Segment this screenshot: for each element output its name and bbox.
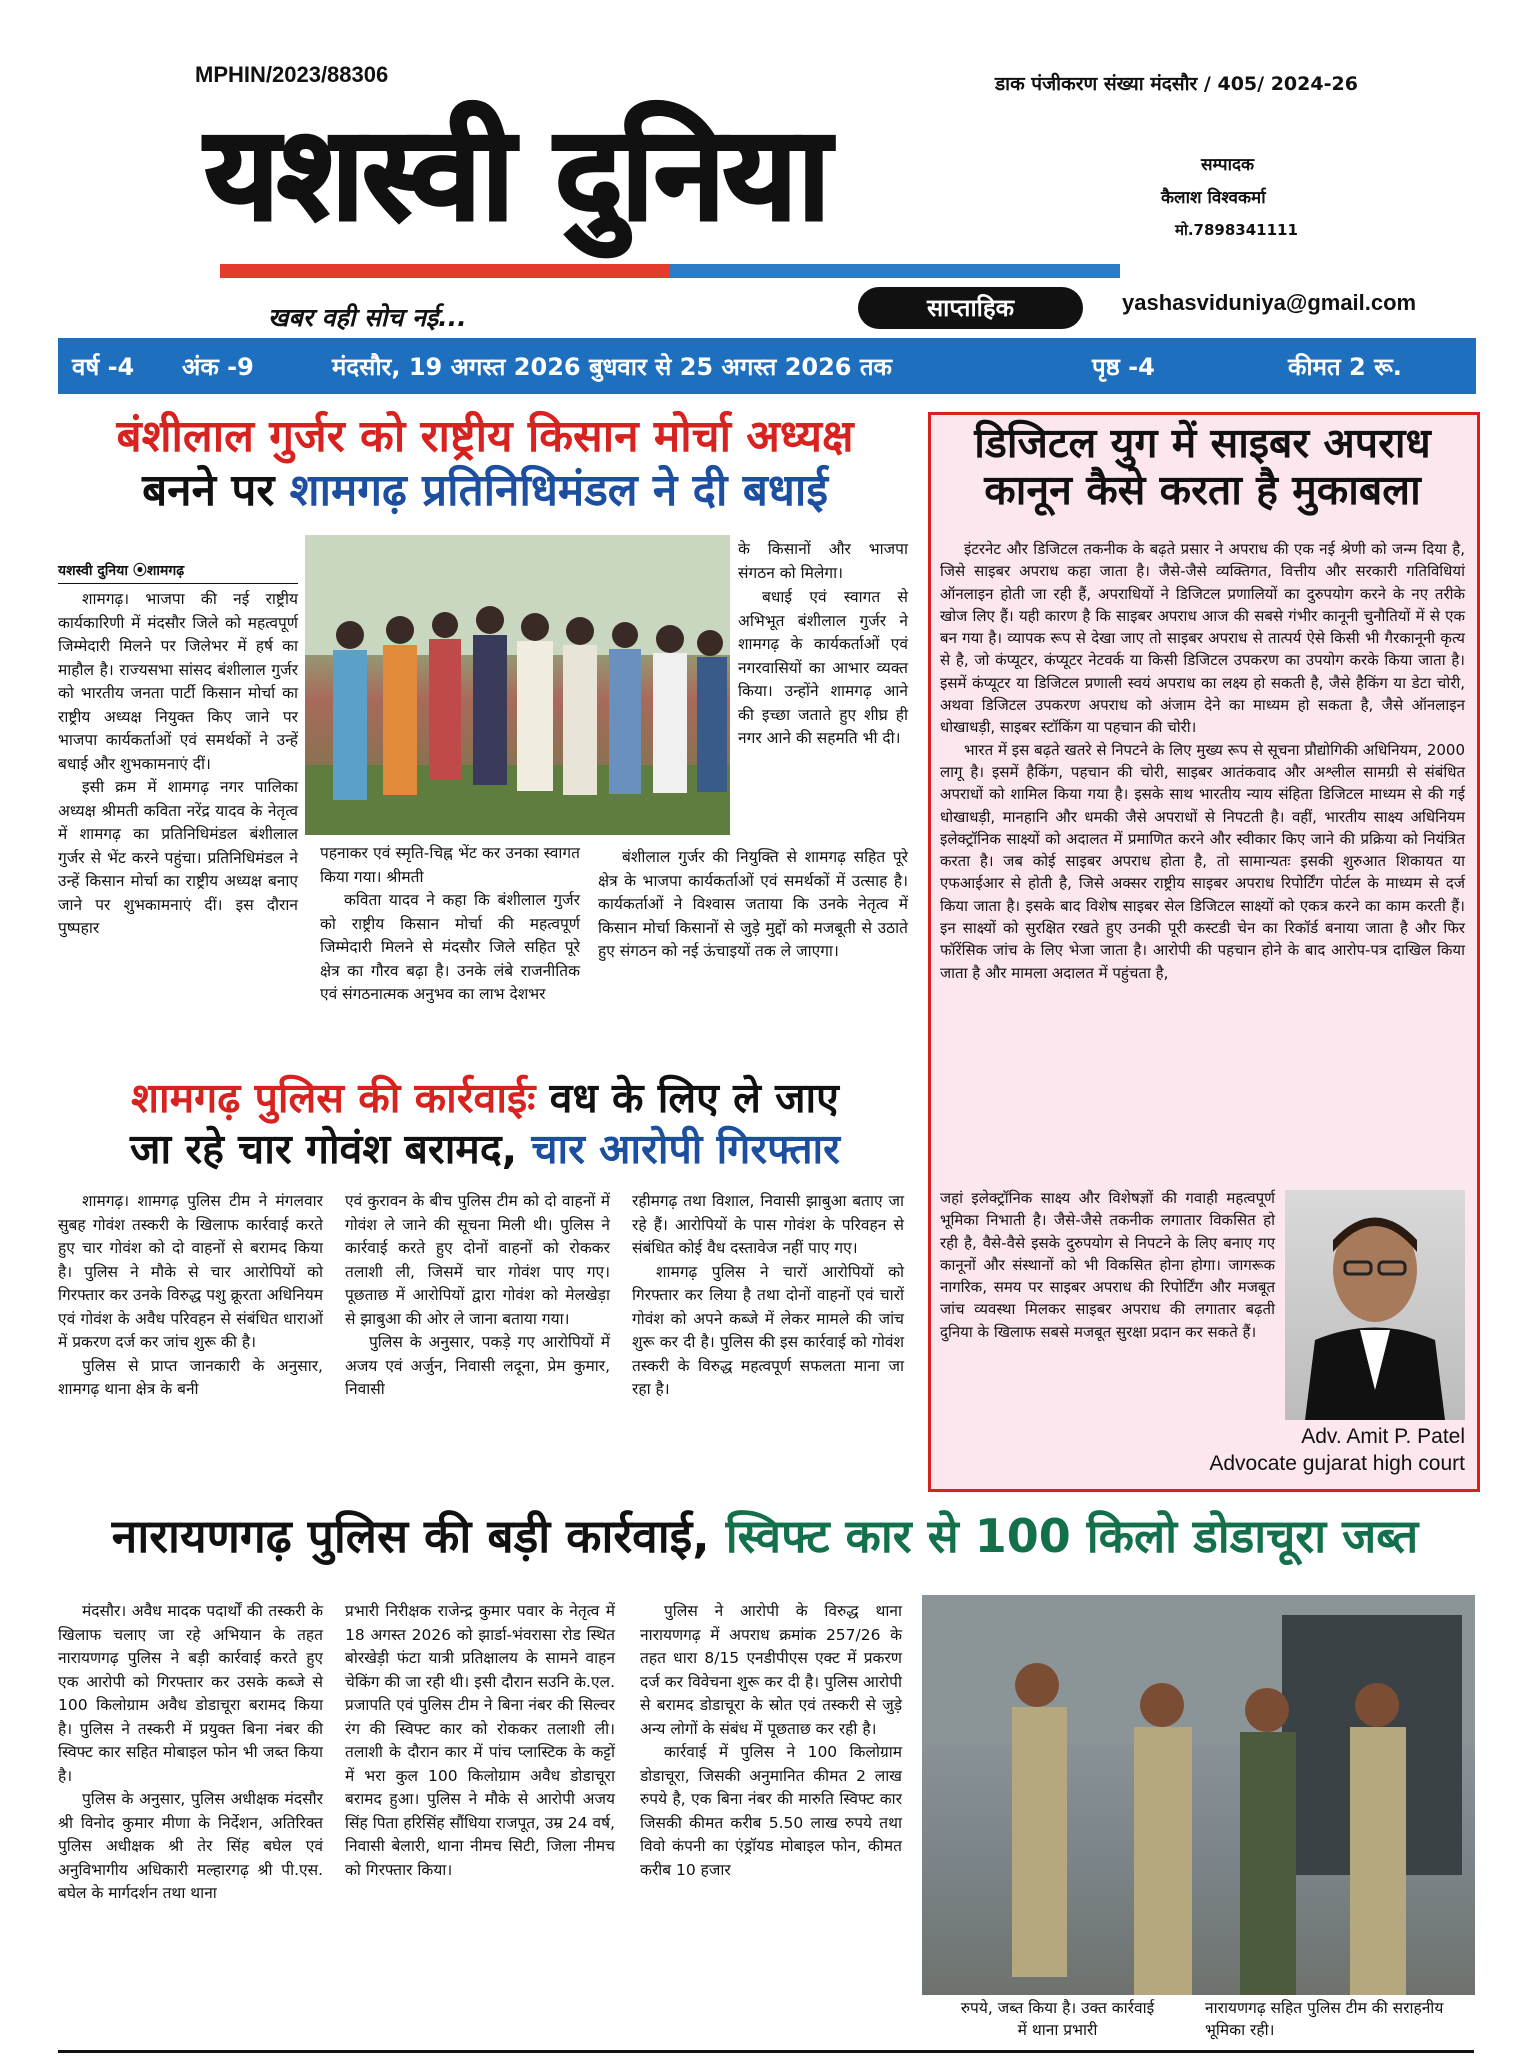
caption-left: रुपये, जब्त किया है। उक्त कार्रवाई में थाना प्रभारी	[960, 1999, 1155, 2039]
sidebar-body-wrap: जहां इलेक्ट्रॉनिक साक्ष्य और विशेषज्ञों की गवाही महत्वपूर्ण भूमिका निभाती है। जैसे-जैसे तकनीक लगातार विकसित हो रही है, वैसे-वैसे इसके दुरुपयोग से निपटने के लिए बनाए गए कानूनों और संस्थानों को भी विकसित होना होगा। जागरूक नागरिक, समय पर साइबर अपराध की रिपोर्टिंग और मजबूत जांच व्यवस्था मिलकर साइबर अपराध की लगातार बढ़ती दुनिया के खिलाफ सबसे मजबूत सुरक्षा प्रदान कर सकते हैं।	[940, 1189, 1275, 1341]
year-label: वर्ष -4	[72, 352, 135, 381]
article3-column3: पुलिस ने आरोपी के विरुद्ध थाना नारायणगढ़ में अपराध क्रमांक 257/26 के तहत धारा 8/15 एनडीपीएस एक्ट में प्रकरण दर्ज कर विवेचना शुरू कर दी है। पुलिस आरोपी से बरामद डोडाचूरा के स्रोत एवं तस्करी से जुड़े अन्य लोगों के संबंध में पूछताछ कर रही है। कार्रवाई में पुलिस ने 100 किलोग्राम डोडाचूरा, जिसकी अनुमानित कीमत 2 लाख रुपये है, एक बिना नंबर की मारुति स्विफ्ट कार जिसकी कीमत करीब 5.50 लाख रुपये तथा विवो कंपनी का एंड्रॉयड मोबाइल फोन, कीमत करीब 10 हजार	[640, 1602, 902, 1879]
newspaper-title: यशस्वी दुनिया	[205, 100, 829, 249]
bottom-rule	[58, 2050, 1474, 2053]
issue-label: अंक -9	[182, 352, 254, 381]
issue-info-bar	[58, 338, 1476, 394]
editor-name: कैलाश विश्वकर्मा	[1161, 188, 1266, 208]
author-portrait-icon	[1285, 1190, 1465, 1420]
sidebar-body: इंटरनेट और डिजिटल तकनीक के बढ़ते प्रसार ने अपराध की एक नई श्रेणी को जन्म दिया है, जिसे साइबर अपराध कहा जाता है। जैसे-जैसे व्यक्तिगत, वित्तीय और सरकारी गतिविधियां ऑनलाइन होती जा रही हैं, अपराधियों ने डिजिटल प्रणालियों का दुरुपयोग करने के नए तरीके खोज लिए हैं। यही कारण है कि साइबर अपराध आज की सबसे गंभीर कानूनी चुनौतियों में से एक बन गया है। व्यापक रूप से देखा जाए तो साइबर अपराध से तात्पर्य ऐसे किसी भी गैरकानूनी कृत्य से है, जो कंप्यूटर, कंप्यूटर नेटवर्क या किसी डिजिटल उपकरण का उपयोग करके किया जाता है। इसमें कंप्यूटर या डिजिटल प्रणाली स्वयं अपराध का लक्ष्य हो सकती है, जैसे हैकिंग या डेटा चोरी, अथवा डिजिटल उपकरण अपराध को अंजाम देने का माध्यम हो सकता है, जैसे ऑनलाइन धोखाधड़ी, साइबर स्टॉकिंग या पहचान की चोरी। भारत में इस बढ़ते खतरे से निपटने के लिए मुख्य रूप से सूचना प्रौद्योगिकी अधिनियम, 2000 लागू है। इसमें हैकिंग, पहचान की चोरी, साइबर आतंकवाद और अश्लील सामग्री से संबंधित अपराधों को शामिल किया गया है। इसके साथ भारतीय न्याय संहिता डिजिटल माध्यम से की गई धोखाधड़ी, मानहानि और धमकी जैसे अपराधों से निपटती है। वहीं, भारतीय साक्ष्य अधिनियम इलेक्ट्रॉनिक साक्ष्यों को अदालत में प्रमाणित करने और स्वीकार किए जाने की प्रक्रिया को नियंत्रित करता है। जब कोई साइबर अपराध होता है, तो सामान्यतः इसकी शुरुआत शिकायत या एफआईआर से होती है, जिसे अक्सर राष्ट्रीय साइबर अपराध रिपोर्टिंग पोर्टल के माध्यम से दर्ज किया जाता है। इसके बाद विशेष साइबर सेल डिजिटल साक्ष्यों को एकत्र करने का काम करती हैं। इन साक्ष्यों को सुरक्षित रखते हुए उनकी पूरी कस्टडी चेन का रिकॉर्ड बनाया जाता है और फिर फॉरेंसिक जांच के लिए भेजा जाता है। आरोपी की पहचान होने के बाद आरोप-पत्र दाखिल किया जाता है और मामला अदालत में पहुंचता है,	[940, 540, 1465, 982]
registration-number: MPHIN/2023/88306	[195, 62, 389, 87]
article1-column3b: बधाई एवं स्वागत से अभिभूत बंशीलाल गुर्जर ने शामगढ़ के कार्यकर्ताओं एवं नगरवासियों का आभार व्यक्त किया। उन्होंने शामगढ़ आने की इच्छा जताते हुए शीघ्र ही नगर आने की सहमति भी दी।	[738, 588, 908, 747]
article2-column2: एवं कुरावन के बीच पुलिस टीम को दो वाहनों में गोवंश ले जाने की सूचना मिली थी। पुलिस ने कार्रवाई करते हुए दोनों वाहनों को रोककर तलाशी ली, जिसमें चार गोवंश पाए गए। पूछताछ में आरोपियों द्वारा गोवंश को मेलखेड़ा से झाबुआ की ओर ले जाना बताया गया। पुलिस के अनुसार, पकड़े गए आरोपियों में अजय एवं अर्जुन, निवासी लदूना, प्रेम कुमार, निवासी	[345, 1192, 610, 1398]
article1-byline: यशस्वी दुनिया ⦿शामगढ़	[58, 560, 298, 584]
weekly-badge: साप्ताहिक	[858, 287, 1083, 329]
date-range: मंदसौर, 19 अगस्त 2026 बुधवार से 25 अगस्त 2026 तक	[332, 352, 892, 381]
article1-headline-line2: बनने पर शामगढ़ प्रतिनिधिमंडल ने दी बधाई	[142, 465, 828, 516]
article1-column1: शामगढ़। भाजपा की नई राष्ट्रीय कार्यकारिणी में मंदसौर जिले को महत्वपूर्ण जिम्मेदारी मिलने पर जिलेभर में हर्ष का माहौल है। राज्यसभा सांसद बंशीलाल गुर्जर को भारतीय जनता पार्टी किसान मोर्चा का राष्ट्रीय अध्यक्ष नियुक्त किए जाने पर भाजपा कार्यकर्ताओं एवं समर्थकों ने उन्हें बधाई और शुभकामनाएं दीं। इसी क्रम में शामगढ़ नगर पालिका अध्यक्ष श्रीमती कविता नरेंद्र यादव के नेतृत्व में शामगढ़ का प्रतिनिधिमंडल बंशीलाल गुर्जर से भेंट करने पहुंचा। प्रतिनिधिमंडल ने उन्हें किसान मोर्चा का राष्ट्रीय अध्यक्ष बनाए जाने पर शुभकामनाएं दीं। इस दौरान पुष्पहार	[58, 590, 298, 937]
article2-column1: शामगढ़। शामगढ़ पुलिस टीम ने मंगलवार सुबह गोवंश तस्करी के खिलाफ कार्रवाई करते हुए चार गोवंश को दो वाहनों से बरामद किया है। पुलिस ने मौके से चार आरोपियों को गिरफ्तार कर उनके विरुद्ध पशु क्रूरता अधिनियम एवं गोवंश के अवैध परिवहन से संबंधित धाराओं में प्रकरण दर्ज कर जांच शुरू की है। पुलिस से प्राप्त जानकारी के अनुसार, शामगढ़ थाना क्षेत्र के बनी	[58, 1192, 323, 1398]
postal-registration: डाक पंजीकरण संख्या मंदसौर / 405/ 2024-26	[995, 73, 1358, 95]
price-label: कीमत 2 रू.	[1288, 352, 1402, 381]
article1-headline-line1: बंशीलाल गुर्जर को राष्ट्रीय किसान मोर्चा अध्यक्ष	[116, 411, 854, 462]
editor-label: सम्पादक	[1201, 155, 1255, 175]
author-name: Adv. Amit P. Patel	[1301, 1425, 1465, 1448]
caption-right: नारायणगढ़ सहित पुलिस टीम की सराहनीय भूमिका रही।	[1205, 1999, 1444, 2039]
editor-phone: मो.7898341111	[1175, 221, 1298, 239]
article1-column2: पहनाकर एवं स्मृति-चिह्न भेंट कर उनका स्वागत किया गया। श्रीमती कविता यादव ने कहा कि बंशीलाल गुर्जर को राष्ट्रीय किसान मोर्चा की महत्वपूर्ण जिम्मेदारी मिलने से मंदसौर जिले सहित पूरे क्षेत्र का गौरव बढ़ा है। उनके लंबे राजनीतिक एवं संगठनात्मक अनुभव का लाभ देशभर	[320, 844, 580, 1003]
police-team-photo-icon	[922, 1595, 1475, 2035]
article3-column2: प्रभारी निरीक्षक राजेन्द्र कुमार पवार के नेतृत्व में 18 अगस्त 2026 को झार्डा-भंवरासा रोड स्थित बोरखेड़ी फंटा यात्री प्रतिक्षालय के सामने वाहन चेकिंग की जा रही थी। इसी दौरान सउनि के.एल. प्रजापति एवं पुलिस टीम ने बिना नंबर की सिल्वर रंग की स्विफ्ट कार को रोककर तलाशी ली। तलाशी के दौरान कार में पांच प्लास्टिक के कट्टों में भरा कुल 100 किलोग्राम अवैध डोडाचूरा बरामद हुआ। पुलिस ने मौके से आरोपी अजय सिंह पिता हरिसिंह सौंधिया राजपूत, उम्र 24 वर्ष, निवासी बेलारी, थाना नीमच सिटी, जिला नीमच को गिरफ्तार किया।	[345, 1602, 615, 1879]
title-underline	[220, 264, 1120, 278]
tagline: खबर वही सोच नई...	[268, 303, 467, 332]
author-photo	[1285, 1190, 1465, 1420]
article1-column3: के किसानों और भाजपा संगठन को मिलेगा।	[738, 540, 908, 582]
article2-headline-line2: जा रहे चार गोवंश बरामद, चार आरोपी गिरफ्तार	[130, 1125, 840, 1173]
article3-column1: मंदसौर। अवैध मादक पदार्थों की तस्करी के खिलाफ चलाए जा रहे अभियान के तहत नारायणगढ़ पुलिस ने बड़ी कार्रवाई करते हुए एक आरोपी को गिरफ्तार कर उसके कब्जे से 100 किलोग्राम अवैध डोडाचूरा बरामद किया है। पुलिस ने तस्करी में प्रयुक्त बिना नंबर की स्विफ्ट कार सहित मोबाइल फोन भी जब्त किया है। पुलिस के अनुसार, पुलिस अधीक्षक मंदसौर श्री विनोद कुमार मीणा के निर्देशन, अतिरिक्त पुलिस अधीक्षक श्री तेर सिंह बघेल एवं अनुविभागीय अधिकारी मल्हारगढ़ श्री पी.एस. बघेल के मार्गदर्शन तथा थाना	[58, 1602, 323, 1902]
article3-headline: नारायणगढ़ पुलिस की बड़ी कार्रवाई, स्विफ्ट कार से 100 किलो डोडाचूरा जब्त	[111, 1509, 1419, 1563]
sidebar-headline: डिजिटल युग में साइबर अपराध कानून कैसे करता है मुकाबला	[974, 419, 1431, 515]
email-address[interactable]: yashasviduniya@gmail.com	[1122, 290, 1417, 315]
pages-label: पृष्ठ -4	[1092, 352, 1155, 381]
article3-photo	[922, 1595, 1475, 2035]
article2-column3: रहीमगढ़ तथा विशाल, निवासी झाबुआ बताए जा रहे हैं। आरोपियों के पास गोवंश के परिवहन से संबंधित कोई वैध दस्तावेज नहीं पाए गए। शामगढ़ पुलिस ने चारों आरोपियों को गिरफ्तार कर लिया है तथा दोनों वाहनों एवं चारों गोवंश को अपने कब्जे में लेकर मामले की जांच शुरू कर दी है। पुलिस की इस कार्रवाई को गोवंश तस्करी के विरुद्ध महत्वपूर्ण सफलता माना जा रहा है।	[632, 1192, 904, 1398]
article1-column3c: बंशीलाल गुर्जर की नियुक्ति से शामगढ़ सहित पूरे क्षेत्र के भाजपा कार्यकर्ताओं एवं समर्थकों में उत्साह है। कार्यकर्ताओं ने विश्वास जताया कि उनके नेतृत्व में किसान मोर्चा किसानों से जुड़े मुद्दों को मजबूती से उठाते हुए संगठन को नई ऊंचाइयों तक ले जाएगा।	[598, 848, 908, 960]
author-title: Advocate gujarat high court	[1209, 1452, 1465, 1475]
article2-headline-line1: शामगढ़ पुलिस की कार्रवाईः वध के लिए ले जाए	[131, 1074, 839, 1122]
